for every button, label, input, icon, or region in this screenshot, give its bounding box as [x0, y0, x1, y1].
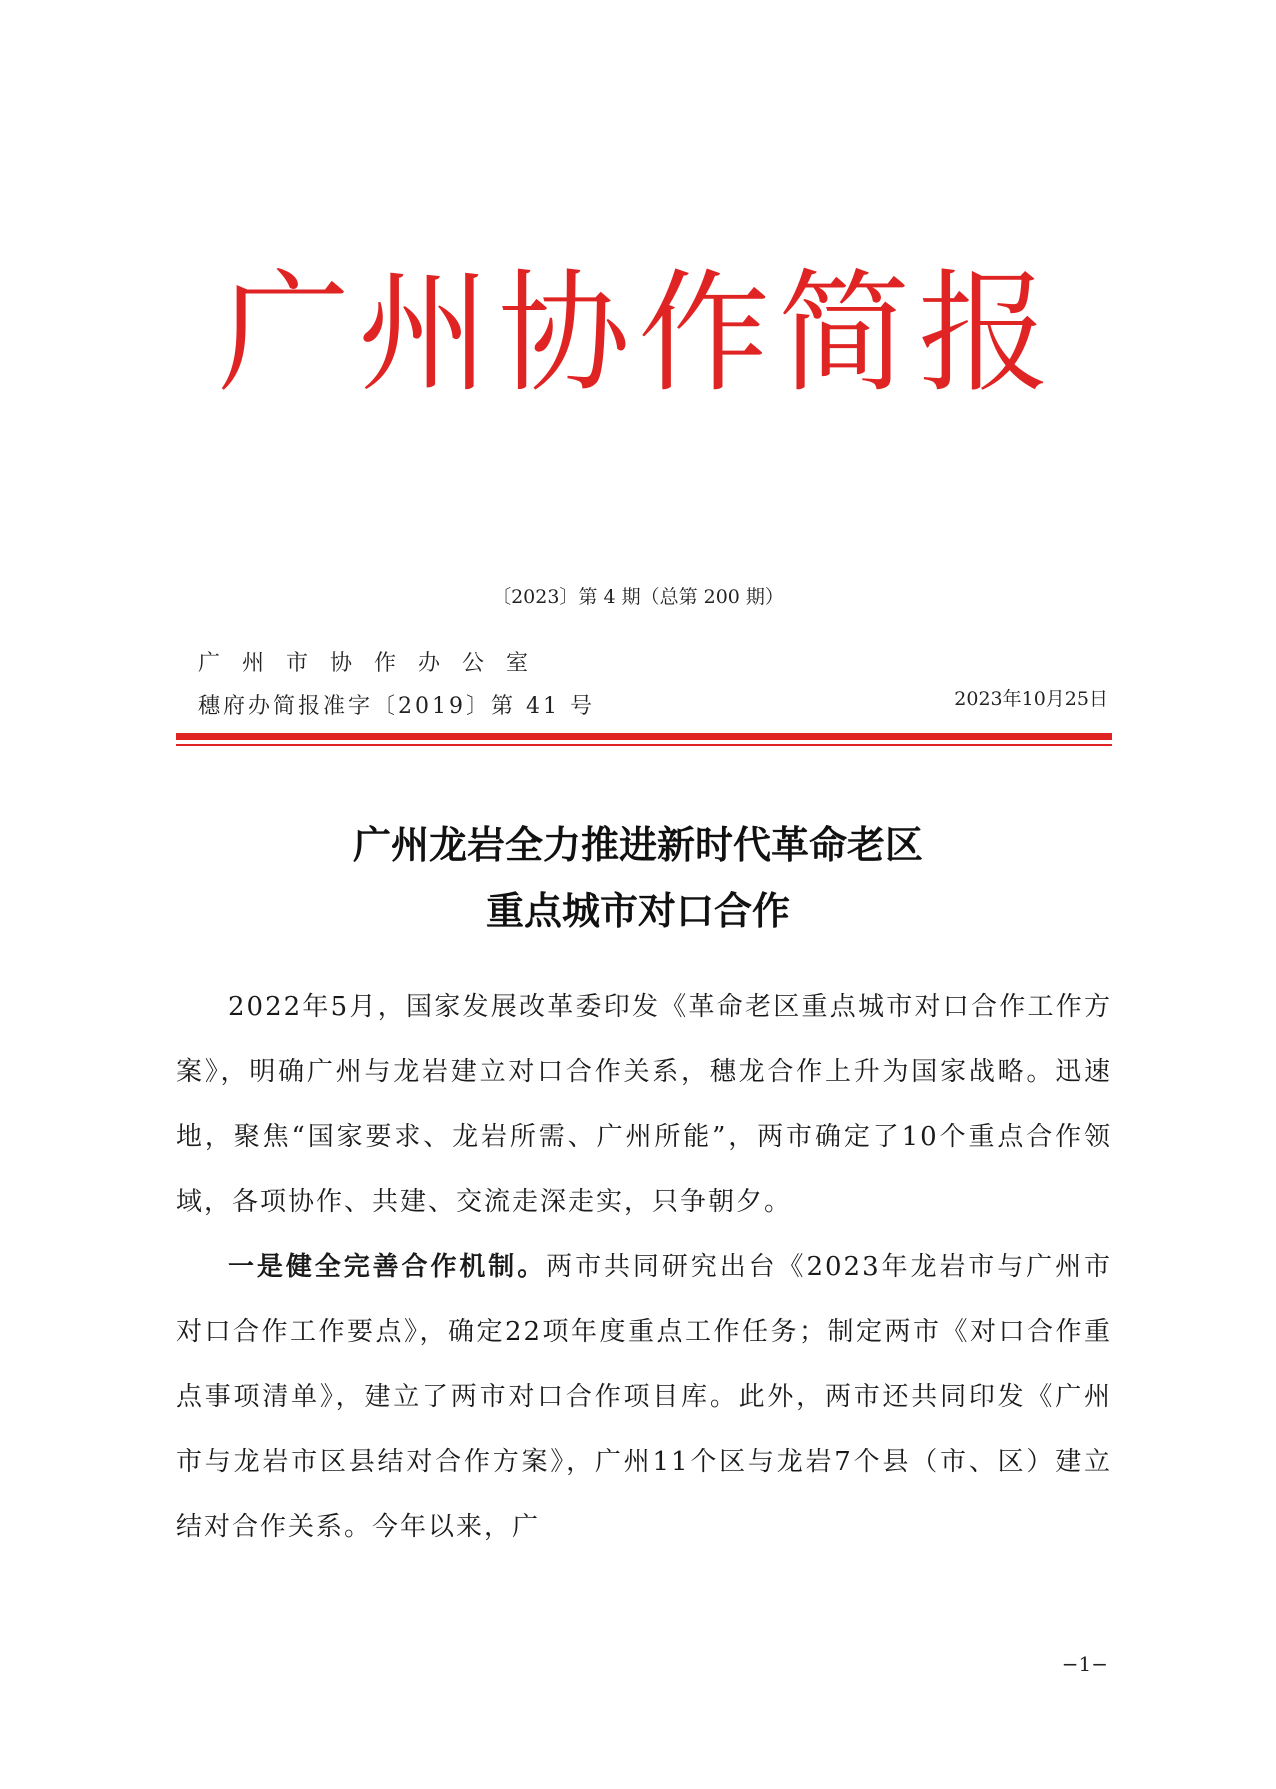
page-number: −1−: [1061, 1652, 1108, 1676]
article-title-line2: 重点城市对口合作: [485, 889, 790, 933]
article-body: [176, 975, 1112, 1560]
article-title: [0, 812, 1276, 944]
paragraph-2-body: 两市共同研究出台《2023年龙岩市与广州市对口合作工作要点》，确定22项年度重点工作任务；制定两市《对口合作重点事项清单》，建立了两市对口合作项目库。此外，两市还共同印发《广州市与龙岩市区县结对合作方案》，广州11个区与龙岩7个县（市、区）建立结对合作关系。今年以来，广: [176, 1252, 1112, 1542]
publish-date: 2023年10月25日: [954, 688, 1108, 710]
article-title-line1: 广州龙岩全力推进新时代革命老区: [352, 823, 923, 867]
masthead-title: 广州协作简报: [218, 257, 1058, 411]
issue-line: 〔2023〕第 4 期（总第 200 期）: [492, 586, 784, 608]
paragraph-1: 2022年5月，国家发展改革委印发《革命老区重点城市对口合作工作方案》，明确广州与龙岩建立对口合作关系，穗龙合作上升为国家战略。迅速地，聚焦“国家要求、龙岩所需、广州所能”，两市确定了10个重点合作领域，各项协作、共建、交流走深走实，只争朝夕。: [176, 992, 1112, 1217]
paragraph-2: [176, 1235, 1112, 1560]
red-rule-thick: [176, 733, 1112, 740]
permit-number: 穗府办简报准字〔2019〕第 41 号: [198, 694, 595, 719]
org-name: 广州市协作办公室: [198, 651, 551, 676]
paragraph-2-lead: 一是健全完善合作机制。: [228, 1252, 547, 1282]
red-rule-thin: [176, 744, 1112, 746]
